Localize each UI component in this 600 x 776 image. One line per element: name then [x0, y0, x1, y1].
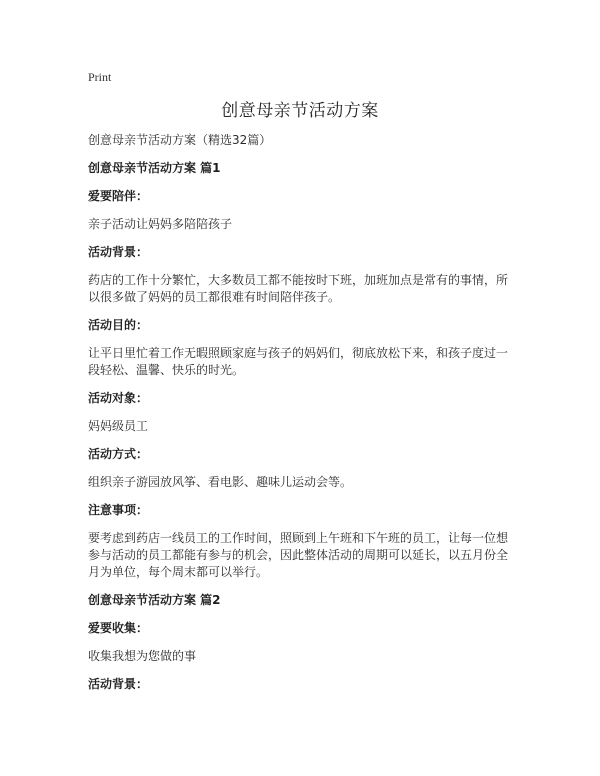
paragraph-love-collect: 收集我想为您做的事	[88, 649, 197, 663]
heading-notes: 注意事项：	[88, 503, 149, 517]
paragraph-audience: 妈妈级员工	[88, 419, 149, 433]
heading-method: 活动方式：	[88, 447, 149, 461]
page-title: 创意母亲节活动方案	[221, 101, 379, 121]
document-body	[88, 132, 512, 693]
paragraph-method: 组织亲子游园放风筝、看电影、趣味儿运动会等。	[88, 475, 353, 489]
heading-audience: 活动对象：	[88, 391, 149, 405]
heading-background: 活动背景：	[88, 245, 149, 259]
paragraph-notes: 要考虑到药店一线员工的工作时间，照顾到上午班和下午班的员工，让每一位想参与活动的员工都能有参与的机会，因此整体活动的周期可以延长，以五月份全月为单位，每个周末都可以举行。	[88, 531, 509, 579]
print-link[interactable]: Print	[88, 70, 112, 84]
section-heading-part1: 创意母亲节活动方案 篇1	[88, 161, 221, 175]
paragraph-background: 药店的工作十分繁忙，大多数员工都不能按时下班，加班加点是常有的事情，所以很多做了妈妈的员工都很难有时间陪伴孩子。	[88, 273, 509, 304]
heading-love-collect: 爱要收集：	[88, 621, 149, 635]
heading-purpose: 活动目的：	[88, 318, 149, 332]
paragraph-purpose: 让平日里忙着工作无暇照顾家庭与孩子的妈妈们，彻底放松下来，和孩子度过一段轻松、温馨、快乐的时光。	[88, 346, 509, 377]
heading-love-company: 爱要陪伴：	[88, 189, 149, 203]
heading-background-2: 活动背景：	[88, 677, 149, 691]
section-heading-part2: 创意母亲节活动方案 篇2	[88, 593, 221, 607]
paragraph-love-company: 亲子活动让妈妈多陪陪孩子	[88, 217, 233, 231]
subtitle-paragraph: 创意母亲节活动方案（精选32篇）	[88, 133, 272, 147]
